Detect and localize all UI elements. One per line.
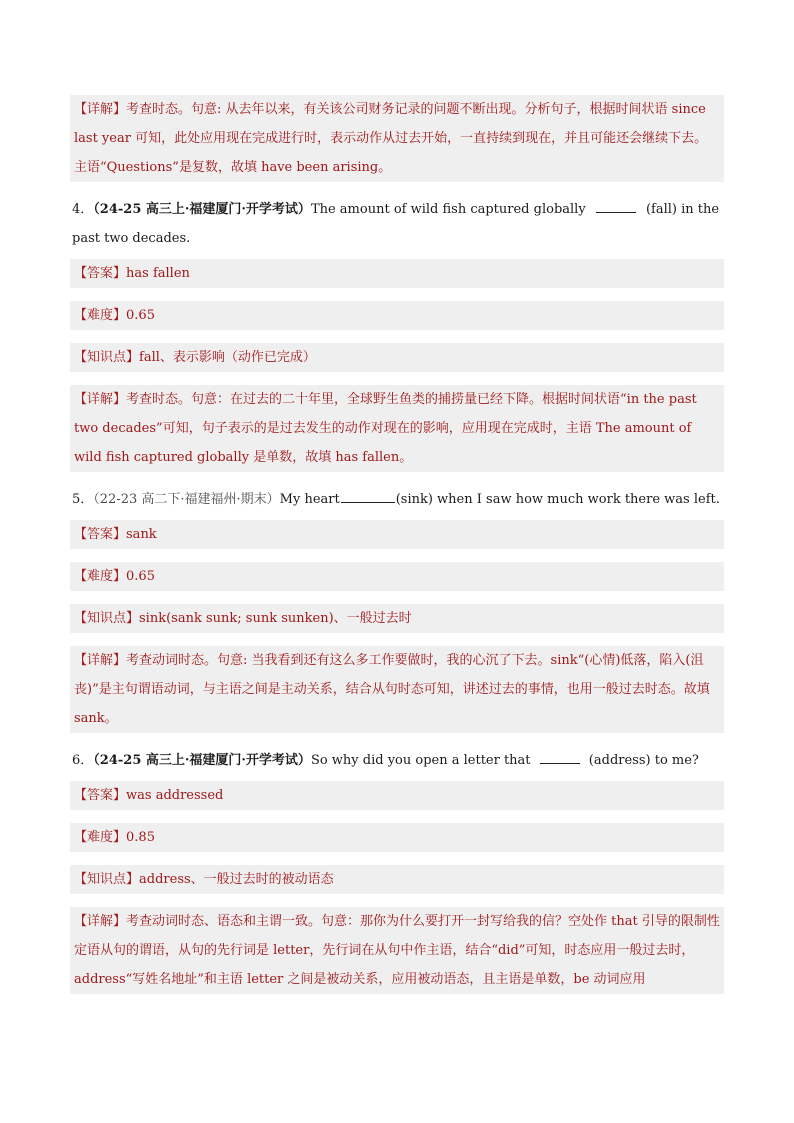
q6-detail bbox=[70, 907, 724, 994]
q4-number: 4． bbox=[72, 202, 94, 217]
q6-number: 6． bbox=[72, 753, 94, 768]
q4-detail-text: 考查时态。句意：在过去的二十年里，全球野生鱼类的捕捞量已经下降。根据时间状语“in the past two decades”可知，句子表示的是过去发生的动作对现在的影响，应用现在完成时，主语 The amount of wild fish captured globally 是单数，故填 has fallen。 bbox=[74, 392, 697, 465]
q6-stem bbox=[70, 746, 724, 775]
difficulty-label: 【难度】 bbox=[74, 569, 127, 584]
q4-detail bbox=[70, 385, 724, 472]
q5-stem-after: (sink) when I saw how much work there was left. bbox=[395, 492, 720, 507]
q6-difficulty bbox=[70, 823, 724, 852]
q5-knowledge bbox=[70, 604, 724, 633]
q4-knowledge-text: fall、表示影响（动作已完成） bbox=[139, 350, 316, 365]
detail-label: 【详解】 bbox=[74, 914, 127, 929]
q4-source: （24-25 高三上·福建厦门·开学考试） bbox=[93, 202, 311, 217]
q6-detail-text: 考查动词时态、语态和主谓一致。句意：那你为什么要打开一封写给我的信？空处作 that 引导的限制性定语从句的谓语，从句的先行词是 letter，先行词在从句中作主语，结合“did”可知，时态应用一般过去时，address“写姓名地址”和主语 letter 之间是被动关系，应用被动语态，且主语是单数，be 动词应用 bbox=[74, 914, 720, 987]
answer-label: 【答案】 bbox=[74, 266, 127, 281]
q6-answer-text: was addressed bbox=[126, 788, 224, 803]
q6-knowledge-text: address、一般过去时的被动语态 bbox=[139, 872, 334, 887]
q4-difficulty bbox=[70, 301, 724, 330]
q4-stem-after: (fall) in the past two decades. bbox=[72, 202, 720, 246]
q4-knowledge bbox=[70, 343, 724, 372]
q6-difficulty-value: 0.85 bbox=[126, 830, 155, 845]
q5-answer-text: sank bbox=[126, 527, 157, 542]
q5-detail-text: 考查动词时态。句意: 当我看到还有这么多工作要做时，我的心沉了下去。sink“(心情)低落，陷入(沮丧)”是主句谓语动词，与主语之间是主动关系，结合从句时态可知，讲述过去的事情，也用一般过去时态。故填 sank。 bbox=[74, 653, 710, 726]
q4-difficulty-value: 0.65 bbox=[126, 308, 155, 323]
q4-stem bbox=[70, 195, 724, 253]
q4-blank bbox=[596, 197, 636, 213]
answer-label: 【答案】 bbox=[74, 788, 127, 803]
q5-blank bbox=[341, 487, 395, 503]
difficulty-label: 【难度】 bbox=[74, 308, 127, 323]
knowledge-label: 【知识点】 bbox=[74, 872, 140, 887]
q4-answer-text: has fallen bbox=[126, 266, 190, 281]
q5-stem bbox=[70, 485, 724, 514]
detail-label: 【详解】 bbox=[74, 653, 127, 668]
detail-label: 【详解】 bbox=[74, 102, 127, 117]
knowledge-label: 【知识点】 bbox=[74, 611, 140, 626]
knowledge-label: 【知识点】 bbox=[74, 350, 140, 365]
difficulty-label: 【难度】 bbox=[74, 830, 127, 845]
q6-blank bbox=[540, 748, 580, 764]
answer-label: 【答案】 bbox=[74, 527, 127, 542]
q6-stem-before: So why did you open a letter that bbox=[310, 753, 535, 768]
q3-detail-text: 考查时态。句意: 从去年以来，有关该公司财务记录的问题不断出现。分析句子，根据时间状语 since last year 可知，此处应用现在完成进行时，表示动作从过去开始，一直持续到现在，并且可能还会继续下去。主语“Questions”是复数，故填 have been arising。 bbox=[74, 102, 708, 175]
q6-stem-after: (address) to me? bbox=[584, 753, 699, 768]
document-page bbox=[70, 95, 724, 994]
q5-answer bbox=[70, 520, 724, 549]
q5-difficulty bbox=[70, 562, 724, 591]
q5-detail bbox=[70, 646, 724, 733]
q6-knowledge bbox=[70, 865, 724, 894]
q5-source: （22-23 高二下·福建福州·期末） bbox=[93, 492, 280, 507]
detail-label: 【详解】 bbox=[74, 392, 127, 407]
q4-stem-before: The amount of wild fish captured globally bbox=[310, 202, 590, 217]
q3-detail bbox=[70, 95, 724, 182]
q5-knowledge-text: sink(sank sunk; sunk sunken)、一般过去时 bbox=[139, 611, 412, 626]
q5-stem-before: My heart bbox=[279, 492, 340, 507]
q6-answer bbox=[70, 781, 724, 810]
q6-source: （24-25 高三上·福建厦门·开学考试） bbox=[93, 753, 311, 768]
q5-difficulty-value: 0.65 bbox=[126, 569, 155, 584]
q5-number: 5． bbox=[72, 492, 94, 507]
q4-answer bbox=[70, 259, 724, 288]
